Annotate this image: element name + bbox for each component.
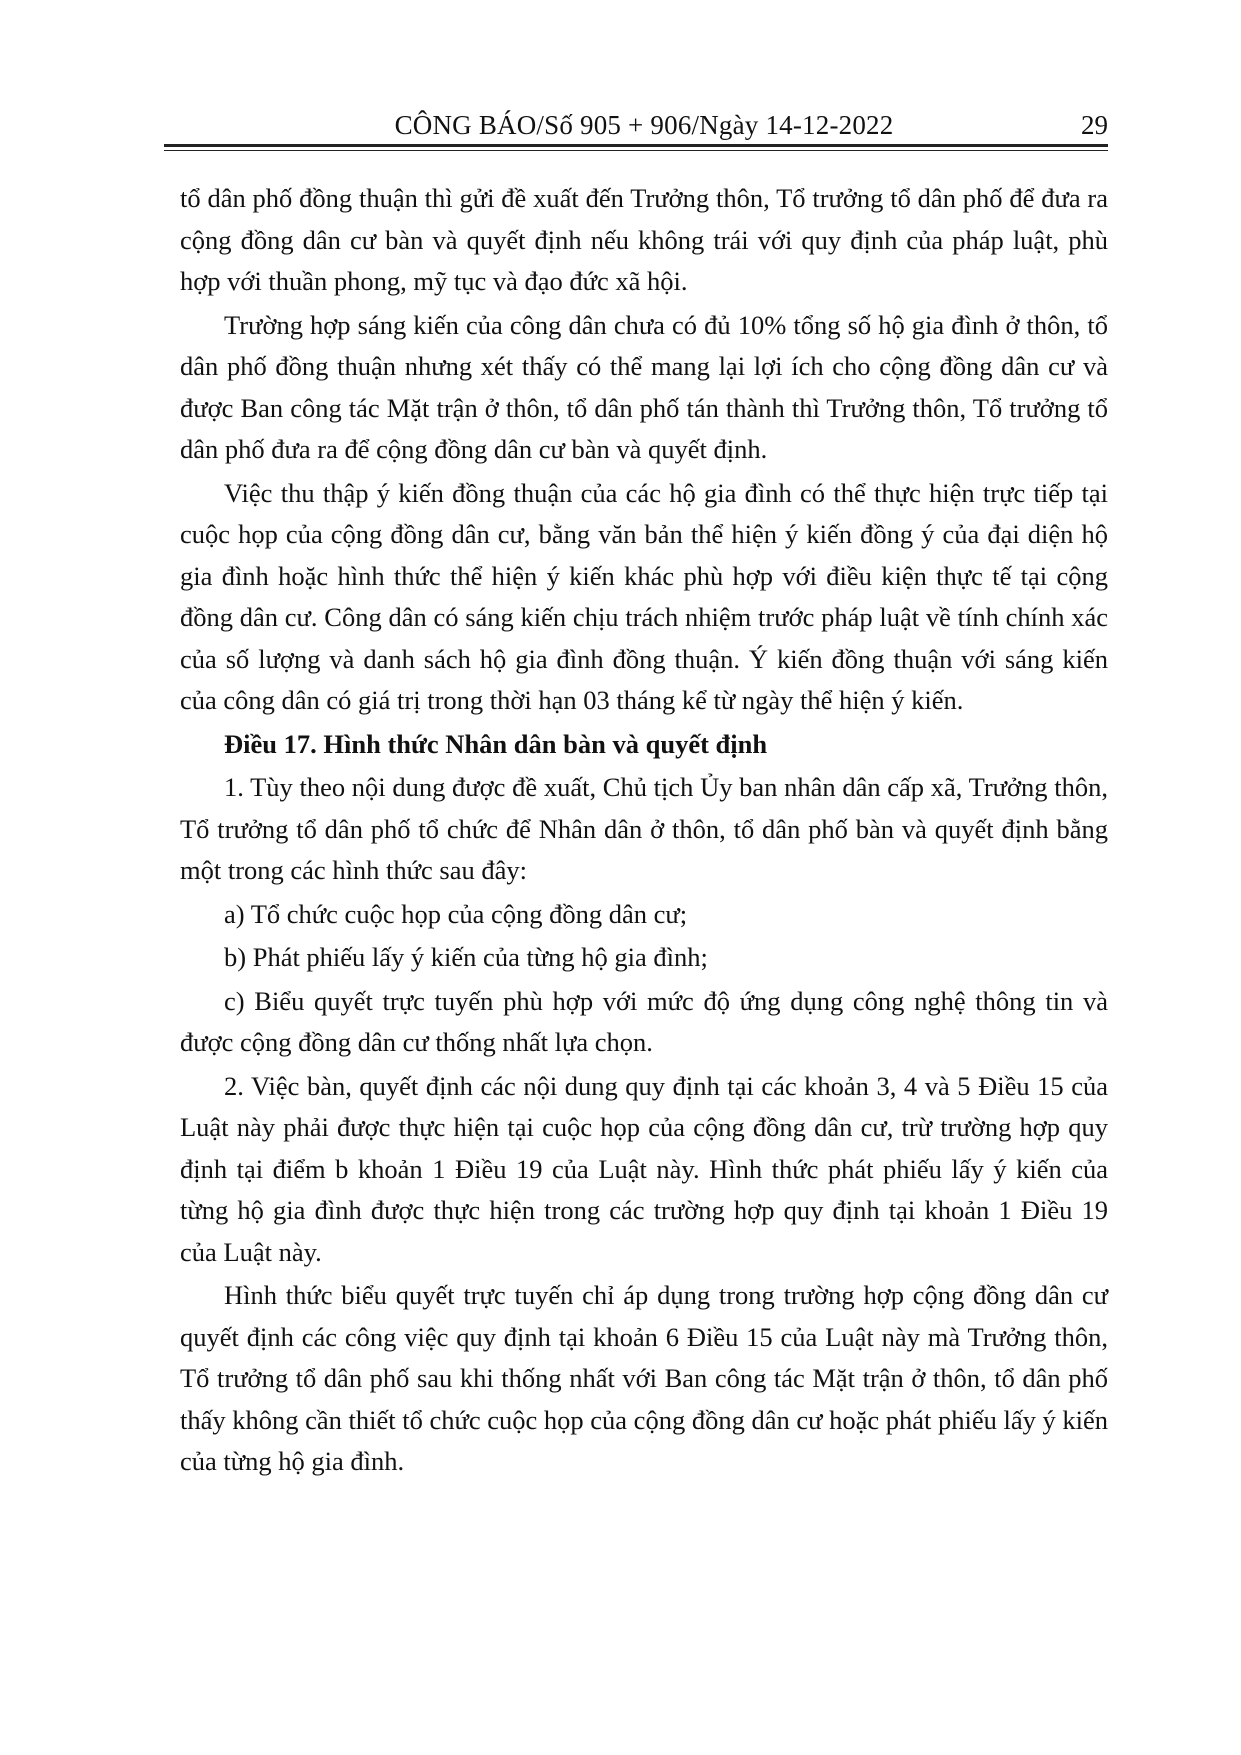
paragraph: 2. Việc bàn, quyết định các nội dung quy định tại các khoản 3, 4 và 5 Điều 15 của Luật này phải được thực hiện tại cuộc họp của cộng đồng dân cư, trừ trường hợp quy định tại điểm b khoản 1 Điều 19 của Luật này. Hình thức phát phiếu lấy ý kiến của từng hộ gia đình được thực hiện trong các trường hợp quy định tại khoản 1 Điều 19 của Luật này.	[180, 1070, 1108, 1267]
page-number: 29	[1081, 110, 1108, 140]
paragraph: Hình thức biểu quyết trực tuyến chỉ áp dụng trong trường hợp cộng đồng dân cư quyết định các công việc quy định tại khoản 6 Điều 15 của Luật này mà Trưởng thôn, Tổ trưởng tổ dân phố sau khi thống nhất với Ban công tác Mặt trận ở thôn, tổ dân phố thấy không cần thiết tổ chức cuộc họp của cộng đồng dân cư hoặc phát phiếu lấy ý kiến của từng hộ gia đình.	[180, 1280, 1108, 1476]
header-rule-thin	[164, 150, 1108, 151]
list-item: b) Phát phiếu lấy ý kiến của từng hộ gia đình;	[224, 942, 708, 972]
document-body	[180, 178, 1108, 1485]
gazette-title: CÔNG BÁO/Số 905 + 906/Ngày 14-12-2022	[394, 110, 894, 140]
paragraph: Trường hợp sáng kiến của công dân chưa có đủ 10% tổng số hộ gia đình ở thôn, tổ dân phố đồng thuận nhưng xét thấy có thể mang lại lợi ích cho cộng đồng dân cư và được Ban công tác Mặt trận ở thôn, tổ dân phố tán thành thì Trưởng thôn, Tổ trưởng tổ dân phố đưa ra để cộng đồng dân cư bàn và quyết định.	[180, 309, 1108, 464]
list-item: a) Tổ chức cuộc họp của cộng đồng dân cư;	[224, 898, 688, 929]
list-item: c) Biểu quyết trực tuyến phù hợp với mức độ ứng dụng công nghệ thông tin và được cộng đồng dân cư thống nhất lựa chọn.	[180, 985, 1108, 1057]
paragraph: 1. Tùy theo nội dung được đề xuất, Chủ tịch Ủy ban nhân dân cấp xã, Trưởng thôn, Tổ trưởng tổ dân phố tổ chức để Nhân dân ở thôn, tổ dân phố bàn và quyết định bằng một trong các hình thức sau đây:	[180, 772, 1108, 885]
article-heading: Điều 17. Hình thức Nhân dân bàn và quyết định	[224, 728, 768, 759]
header-rule-thick	[164, 144, 1108, 147]
paragraph-continuation: tổ dân phố đồng thuận thì gửi đề xuất đến Trưởng thôn, Tổ trưởng tổ dân phố để đưa ra cộng đồng dân cư bàn và quyết định nếu không trái với quy định của pháp luật, phù hợp với thuần phong, mỹ tục và đạo đức xã hội.	[180, 183, 1108, 296]
paragraph: Việc thu thập ý kiến đồng thuận của các hộ gia đình có thể thực hiện trực tiếp tại cuộc họp của cộng đồng dân cư, bằng văn bản thể hiện ý kiến đồng ý của đại diện hộ gia đình hoặc hình thức thể hiện ý kiến khác phù hợp với điều kiện thực tế tại cộng đồng dân cư. Công dân có sáng kiến chịu trách nhiệm trước pháp luật về tính chính xác của số lượng và danh sách hộ gia đình đồng thuận. Ý kiến đồng thuận với sáng kiến của công dân có giá trị trong thời hạn 03 tháng kể từ ngày thể hiện ý kiến.	[180, 477, 1108, 715]
page-header	[180, 104, 1108, 144]
